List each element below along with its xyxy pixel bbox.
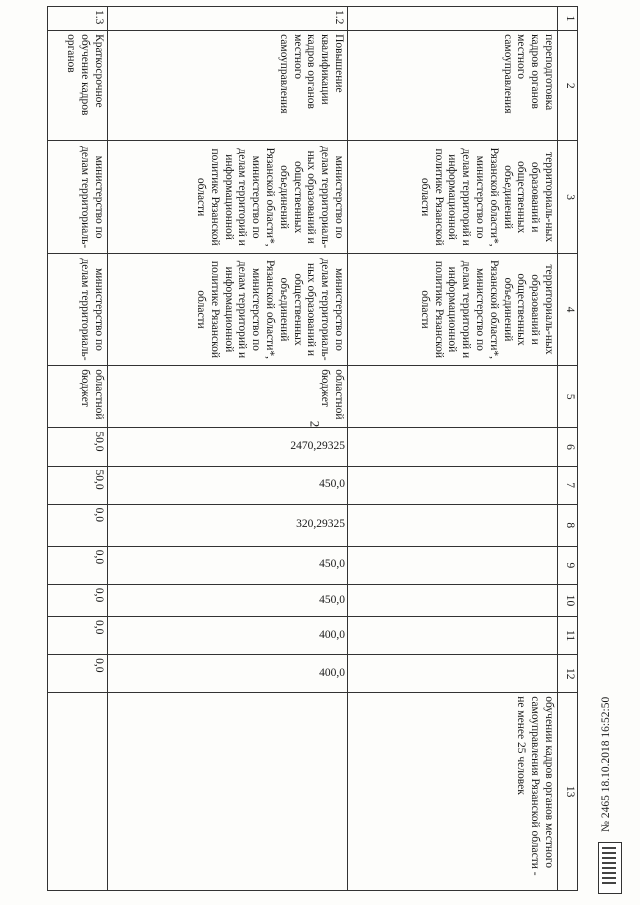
header-cell: 3 <box>558 141 578 253</box>
row-number <box>348 7 558 31</box>
header-cell: 9 <box>558 546 578 584</box>
header-cell: 11 <box>558 617 578 655</box>
registration-stamp-text: № 2465 18.10.2018 16:52:50 <box>600 696 612 832</box>
table-row <box>108 7 348 891</box>
value-cell: 0,0 <box>48 655 108 693</box>
value-cell: 0,0 <box>48 546 108 584</box>
value-cell <box>108 428 348 466</box>
header-cell: 6 <box>558 428 578 466</box>
row-number: 1.3 <box>48 7 108 31</box>
funding-source: областной бюджет <box>108 366 348 428</box>
executor-cell: министерство по делам территориаль- <box>48 141 108 253</box>
value-text: 400,0 <box>319 628 345 641</box>
table-row <box>48 7 108 891</box>
header-cell: 10 <box>558 584 578 616</box>
value-cell <box>348 655 558 693</box>
value-cell <box>108 466 348 504</box>
header-cell: 2 <box>558 31 578 141</box>
value-cell: 50,0 <box>48 428 108 466</box>
value-cell <box>348 546 558 584</box>
activity-name: Повышение квалификации кадров органов местного самоуправления <box>108 31 348 141</box>
value-cell <box>348 466 558 504</box>
value-text: 450,0 <box>319 478 345 491</box>
result-cell <box>48 693 108 891</box>
value-cell: 0,0 <box>48 584 108 616</box>
funding-source <box>348 366 558 428</box>
value-text: 320,29325 <box>296 518 345 531</box>
value-cell <box>108 504 348 546</box>
header-cell: 12 <box>558 655 578 693</box>
stamp-logo-icon <box>598 842 622 894</box>
value-cell <box>348 617 558 655</box>
value-cell <box>108 655 348 693</box>
activity-name: Краткосрочное обучение кадров органов <box>48 31 108 141</box>
executor-cell: территориаль-ных образований и общественных объединений Рязанской области*, министерство по делам территорий и информационной политике Рязанской области <box>348 141 558 253</box>
header-cell: 7 <box>558 466 578 504</box>
value-cell <box>348 428 558 466</box>
header-cell: 8 <box>558 504 578 546</box>
table-container <box>36 6 578 891</box>
value-text: 400,0 <box>319 666 345 679</box>
header-row <box>558 7 578 891</box>
executor-cell: министерство по делам территориаль-ных образований и общественных объединений Рязанской области*, министерство по делам территорий и информационной политике Рязанской области <box>108 141 348 253</box>
value-text: 2470,29325 <box>290 440 345 453</box>
value-cell: 0,0 <box>48 617 108 655</box>
result-cell: обучении кадров органов местного самоуправления Рязанской области - не менее 25 человек <box>348 693 558 891</box>
participant-cell: территориаль-ных образований и общественных объединений Рязанской области*, министерство по делам территорий и информационной политике Рязанской области <box>348 253 558 365</box>
funding-source: областной бюджет <box>48 366 108 428</box>
header-cell: 1 <box>558 7 578 31</box>
value-cell: 50,0 <box>48 466 108 504</box>
value-cell <box>108 617 348 655</box>
value-cell <box>348 504 558 546</box>
value-text: 450,0 <box>319 558 345 571</box>
header-cell: 4 <box>558 253 578 365</box>
value-cell: 0,0 <box>48 504 108 546</box>
page-number: 2 <box>307 420 323 428</box>
participant-cell: министерство по делам территориаль-ных образований и общественных объединений Рязанской области*, министерство по делам территорий и информационной политике Рязанской области <box>108 253 348 365</box>
header-cell: 13 <box>558 693 578 891</box>
header-cell: 5 <box>558 366 578 428</box>
table-row <box>348 7 558 891</box>
row-number: 1.2 <box>108 7 348 31</box>
participant-cell: министерство по делам территориаль- <box>48 253 108 365</box>
activity-name: переподготовка кадров органов местного самоуправления <box>348 31 558 141</box>
rotated-table <box>36 6 578 891</box>
value-cell <box>348 584 558 616</box>
value-cell <box>108 584 348 616</box>
value-text: 450,0 <box>319 593 345 606</box>
program-table <box>47 6 578 891</box>
result-cell <box>108 693 348 891</box>
value-cell <box>108 546 348 584</box>
